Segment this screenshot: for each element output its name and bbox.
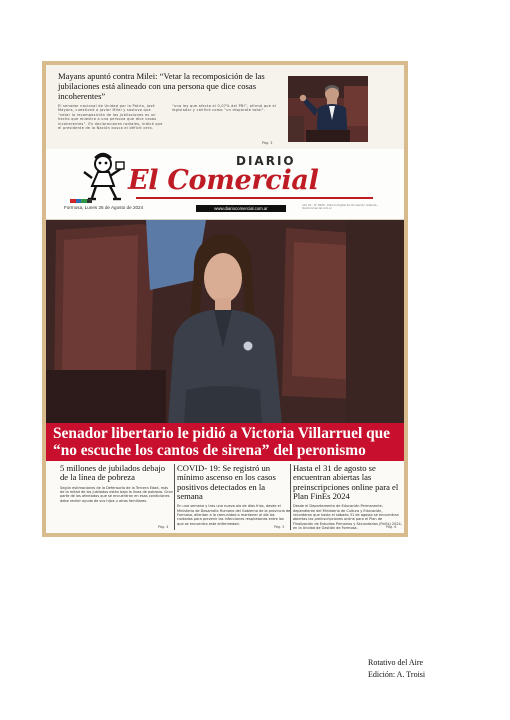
website-link[interactable] (196, 205, 286, 212)
story-body: Según estimaciones de la Defensoría de la Tercera Edad, más de la mitad de los jubilados están bajo la línea de pobreza. Gran parte de los afectados que se encuentran en esas condiciones debe recibir ayuda de sus hijos u otros familiares. (60, 485, 173, 503)
main-photo (46, 220, 404, 425)
teaser-photo (288, 76, 368, 142)
footer-credit (368, 657, 425, 681)
story-page-ref: Pág. 5 (274, 525, 285, 529)
date-strip (58, 205, 396, 214)
story-body: En una semana y tras una nueva ola de días frios, desde el Ministerio de Desarrollo Humano del Gobierno de la provincia de Formosa, alientan a la comunidad a mantener al día los cuidados para prevenir las infecciones respiratorias entre los que se encuentra este enfermedad. (177, 504, 291, 526)
teaser-body-left: El senador nacional de Unidad por la Patria, José Mayans, cuestionó a Javier Milei y sostuvo que “vetar la recomposición de las jubilaciones es un hecho que muestra a una persona que dice cosas incoherentes”. En declaraciones radiales, indicó que el presidente de la Nación busca el déficit cero. (58, 104, 163, 131)
story-title: Hasta el 31 de agosto se encuentran abiertas las preinscripciones online para el Plan FinEs 2024 (293, 463, 399, 501)
edition-date: Formosa, Lunes 26 de Agosto de 2024 (64, 205, 144, 210)
story-column (58, 464, 173, 530)
story-column (290, 464, 402, 530)
teaser-body-right: “una ley que afecta el 0,07% del PBI”, afirmó que el legislador y calificó como “un disparate total”. (172, 104, 277, 113)
newspaper-cover (46, 65, 404, 533)
website-url: www.diariocomercial.com.ar (214, 206, 268, 211)
main-headline-line2: “no escuche los cantos de sirena” del peronismo (53, 442, 366, 459)
teaser-page-ref: Pág. 3 (262, 141, 273, 145)
masthead-fineprint: Año XX - N° 0000 - Edición Digital de Circulación Gratuita - diariocomercial.com.ar (302, 204, 379, 211)
footer-program: Rotativo del Aire (368, 658, 424, 667)
masthead-name: El Comercial (128, 165, 319, 196)
main-headline (53, 425, 399, 459)
newspaper-cover-frame (42, 61, 408, 537)
headline-banner (46, 423, 404, 461)
story-title: 5 millones de jubilados debajo de la línea de pobreza (60, 463, 166, 483)
color-bar (70, 199, 92, 203)
story-page-ref: Pág. 6 (386, 525, 397, 529)
main-headline-line1: Senador libertario le pidió a Victoria Villarruel que (53, 425, 391, 442)
story-body: Desde el Departamento de Educación Permanente, dependiente del Ministerio de Cultura y Educación, recordaron que hasta el sábado 31 de agosto se encuentran abiertas las preinscripciones online para el Plan de Finalización de Estudios Primarios y Secundarios (FinEs) 2024, en la Unidad de Gestión de Formosa. (293, 504, 402, 531)
mascot-logo (82, 152, 126, 202)
masthead-diario: DIARIO (236, 154, 296, 168)
footer-editor: Edición: A. Troisi (368, 670, 426, 679)
story-column (174, 464, 291, 530)
teaser-headline: Mayans apuntó contra Milei: “Vetar la recomposición de las jubilaciones está alineado con una persona que dice cosas incoherentes” (58, 71, 265, 101)
top-teaser (46, 65, 404, 150)
story-page-ref: Pág. 4 (158, 525, 169, 529)
masthead (46, 149, 404, 220)
masthead-underline (136, 197, 373, 199)
story-title: COVID- 19: Se registró un mínimo ascenso en los casos positivos detectados en la semana (177, 463, 276, 501)
